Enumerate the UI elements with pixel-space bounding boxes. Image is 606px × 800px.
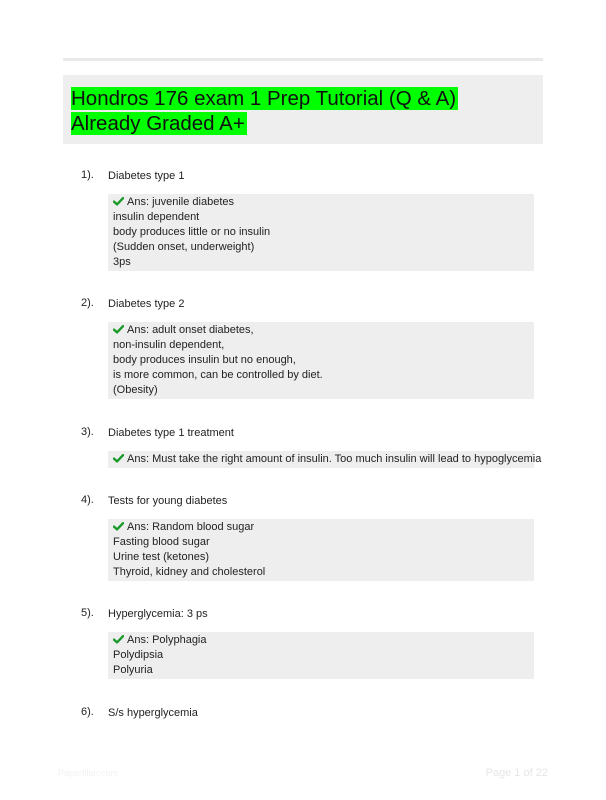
answer-text: Ans: Must take the right amount of insulin. Too much insulin will lead to hypoglycemia (127, 453, 542, 465)
page-title (71, 86, 531, 136)
question-number: 5). (81, 607, 94, 619)
question-text: Diabetes type 1 treatment (108, 427, 234, 439)
top-divider (63, 58, 543, 61)
answer-line: body produces little or no insulin (113, 226, 271, 238)
answer-box (108, 451, 542, 468)
title-line-1: Hondros 176 exam 1 Prep Tutorial (Q & A) (71, 87, 457, 110)
answer-text: Ans: Polyphagia (127, 634, 207, 646)
answer-line: is more common, can be controlled by diet. (113, 369, 323, 381)
answer-line: (Obesity) (113, 384, 158, 396)
answer-line (113, 452, 542, 467)
answer-box (108, 194, 534, 271)
answer-line: non-insulin dependent, (113, 339, 225, 351)
title-line-2: Already Graded A+ (71, 112, 245, 135)
question-text: Diabetes type 1 (108, 170, 185, 182)
question-number: 6). (81, 706, 94, 718)
answer-line: Polyuria (113, 664, 153, 676)
answer-text: Ans: adult onset diabetes, (127, 324, 254, 336)
answer-line: Thyroid, kidney and cholesterol (113, 566, 266, 578)
page-number: Page 1 of 22 (485, 767, 548, 779)
check-icon (113, 454, 124, 463)
check-icon (113, 522, 124, 531)
answer-line (113, 520, 534, 535)
answer-line: insulin dependent (113, 211, 200, 223)
answer-line (113, 195, 534, 210)
question-number: 3). (81, 426, 94, 438)
answer-line (113, 323, 534, 338)
check-icon (113, 197, 124, 206)
check-icon (113, 325, 124, 334)
check-icon (113, 635, 124, 644)
answer-line: Fasting blood sugar (113, 536, 210, 548)
answer-line: Urine test (ketones) (113, 551, 209, 563)
question-number: 1). (81, 169, 94, 181)
footer-watermark: Paperfilter.com (58, 768, 119, 778)
answer-line: Polydipsia (113, 649, 164, 661)
answer-line: 3ps (113, 256, 131, 268)
answer-box (108, 322, 534, 399)
answer-line (113, 633, 534, 648)
answer-box (108, 519, 534, 581)
answer-text: Ans: juvenile diabetes (127, 196, 235, 208)
title-banner (63, 75, 543, 144)
question-text: S/s hyperglycemia (108, 707, 198, 719)
question-text: Tests for young diabetes (108, 495, 228, 507)
answer-box (108, 632, 534, 679)
question-number: 2). (81, 297, 94, 309)
answer-line: body produces insulin but no enough, (113, 354, 296, 366)
question-number: 4). (81, 494, 94, 506)
question-text: Diabetes type 2 (108, 298, 185, 310)
answer-text: Ans: Random blood sugar (127, 521, 255, 533)
question-text: Hyperglycemia: 3 ps (108, 608, 208, 620)
answer-line: (Sudden onset, underweight) (113, 241, 255, 253)
